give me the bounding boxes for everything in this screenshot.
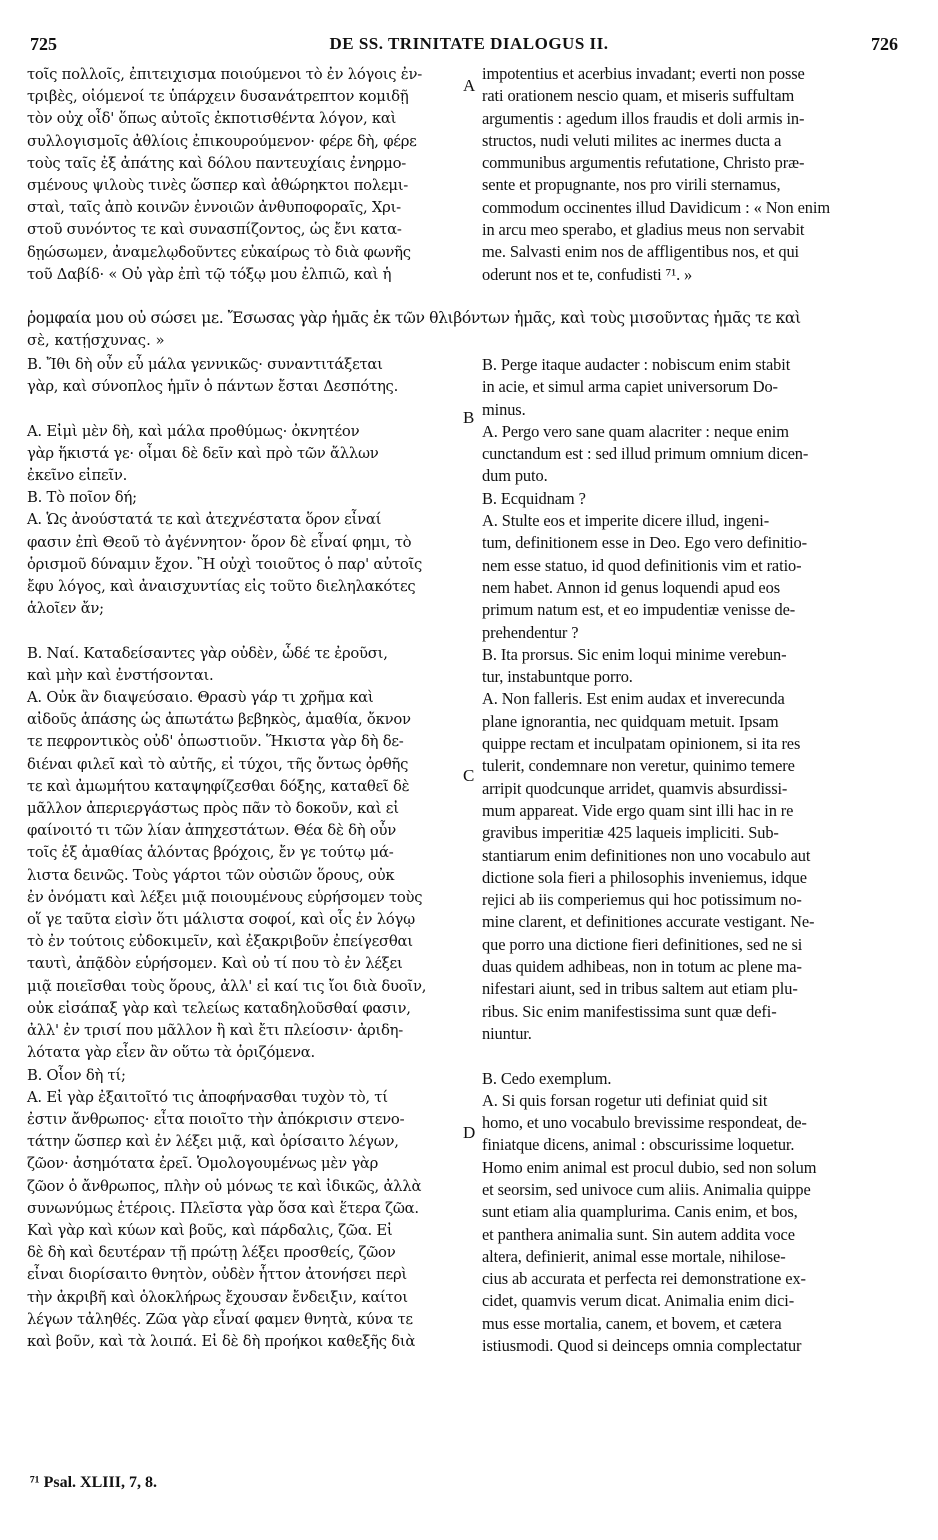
page-number-right: 726 (871, 34, 898, 54)
running-header (0, 34, 938, 58)
greek-spanning-line: ῥομφαία μου οὐ σώσει με. Ἔσωσας γὰρ ἡμᾶς ἐκ τῶν θλιβόντων ἡμᾶς, καὶ τοὺς μισοῦντας ἡμᾶς τε καὶ (27, 309, 801, 327)
greek-column-body: Β. Ἴθι δὴ οὖν εὖ μάλα γεννικῶς· συναντιτάξεται γὰρ, καὶ σύνοπλος ἡμῖν ὁ πάντων ἔσται Δεσπότης. Α. Εἰμὶ μὲν δὴ, καὶ μάλα προθύμως· ὀκνητέον γὰρ ἥκιστά γε· οἶμαι δὲ δεῖν καὶ πρὸ τῶν ἄλλων ἐκεῖνο εἰπεῖν. Β. Τὸ ποῖον δή; Α. Ὡς ἀνούστατά τε καὶ ἀτεχνέστατα ὅρον εἶναί φασιν ἐπὶ Θεοῦ τὸ ἀγέννητον· ὅρον δὲ εἶναί φημι, τὸ ὁρισμοῦ δύναμιν ἔχον. Ἢ οὐχὶ τοιοῦτος ὁ παρ' αὐτοῖς ἔφυ λόγος, καὶ ἀναισχυντίας εἰς τοῦτο διεληλακότες ἁλοῖεν ἄν; Β. Ναί. Καταδείσαντες γὰρ οὐδὲν, ὧδέ τε ἐροῦσι, καὶ μὴν καὶ ἐνστήσονται. Α. Οὐκ ἂν διαψεύσαιο. Θρασὺ γάρ τι χρῆμα καὶ αἰδοῦς ἁπάσης ὡς ἀπωτάτω βεβηκὸς, ἀμαθία, ὄκνον τε πεφροντικὸς οὐδ' ὁπωστιοῦν. Ἥκιστα γὰρ δὴ δε- διέναι φιλεῖ καὶ τὸ αὐτῆς, εἰ τύχοι, τῆς ὄντως ὀρθῆς τε καὶ ἀμωμήτου καταψηφίζεσθαι δόξης, καταθεῖ δὲ μᾶλλον ἀπεριεργάστως πρὸς πᾶν τὸ δοκοῦν, καὶ εἰ φαίνοιτό τι τῶν λίαν ἀπηχεστάτων. Θέα δὲ δὴ οὖν τοῖς ἐξ ἀμαθίας ἁλόντας βρόχοις, ἔν γε τούτῳ μά- λιστα δεινῶς. Τοὺς γάρτοι τῶν οὐσιῶν ὅρους, οὐκ ἐν ὀνόματι καὶ λέξει μιᾷ ποιουμένους εὑρήσομεν τοὺς οἵ γε ταῦτα εἰσὶν ὅτι μάλιστα σοφοί, καὶ οἷς ἐν λόγῳ τὸ ἐν τούτοις εὐδοκιμεῖν, καὶ ἐξακριβοῦν ἐπείγεσθαι ταυτὶ, ἀπᾷδὸν εὑρήσομεν. Καὶ οὐ τί που τὸ ἐν λέξει μιᾷ ποιεῖσθαι τοὺς ὅρους, ἀλλ' εἰ καί τις ἴοι διὰ δυοῖν, οὐκ εἰσάπαξ γὰρ καὶ τελείως καταδηλοῦσθαί φασιν, ἀλλ' ἐν τρισί που μᾶλλον ἢ καὶ ἔτι πλείοσιν· ἀριδη- λότατα γὰρ εἶεν ἂν οὕτω τὰ ὁριζόμενα. Β. Οἷον δὴ τί; Α. Εἰ γὰρ ἐξαιτοῖτό τις ἀποφήνασθαι τυχὸν τὸ, τί ἐστιν ἄνθρωπος· εἶτα ποιοῖτο τὴν ἀπόκρισιν στενο- τάτην ὥσπερ καὶ ἐν λέξει μιᾷ, καὶ ὁρίσαιτο λέγων, ζῶον· ἀσημότατα ἐρεῖ. Ὁμολογουμένως μὲν γὰρ ζῶον ὁ ἄνθρωπος, πλὴν οὐ μόνως τε καὶ ἰδικῶς, ἀλλὰ συνωνύμως ἑτέροις. Πλεῖστα γὰρ ὅσα καὶ ἕτερα ζῶα. Καὶ γὰρ καὶ κύων καὶ βοῦς, καὶ πάρδαλις, ζῶα. Εἰ δὲ δὴ καὶ δευτέραν τῇ πρώτῃ λέξει προσθείς, ζῶον εἶναι διορίσαιτο θνητὸν, οὐδὲν ἧττον ἀτονήσει περὶ τὴν ἀκριβῆ καὶ ὁλοκλήρως ἔχουσαν ἔνδειξιν, καίτοι λέγων τἀληθές. Ζῶα γὰρ εἶναί φαμεν θνητὰ, κύνα τε καὶ βοῦν, καὶ τὰ λοιπά. Εἰ δὲ δὴ προήκοι καθεξῆς διὰ (27, 356, 427, 1350)
margin-letter-a: A (463, 76, 476, 95)
greek-continuation-line: σὲ, κατῄσχυνας. » (27, 332, 165, 349)
margin-letter-b: B (463, 408, 475, 427)
latin-column-body: B. Perge itaque audacter : nobiscum enim stabit in acie, et simul arma capiet universorum Do- minus. A. Pergo vero sane quam alacriter : neque enim cunctandum est : sed illud primum omnium dicen- dum puto. B. Ecquidnam ? A. Stulte eos et imperite dicere illud, ingeni- tum, definitionem esse in Deo. Ego vero definitio- nem esse statuo, id quod definitionis vim et ratio- nem habet. Annon id genus loquendi apud eos primum natum est, et eo impudentiæ venisse de- prehendentur ? B. Ita prorsus. Sic enim loqui minime verebun- tur, instabuntque porro. A. Non falleris. Est enim audax et inverecunda plane ignorantia, nec quidquam metuit. Ipsam quippe rectam et inculpatam opinionem, si ita res tulerit, condemnare non veretur, quinimo temere arripit quodcunque arridet, quamvis absurdissi- mum appareat. Vide ergo quam sint illi hac in re gravibus imperitiæ 425 laqueis impliciti. Sub- stantiarum enim definitiones non uno vocabulo aut dictione sola fieri a philosophis inveniemus, idque rejici ab iis comperiemus qui hoc potissimum no- mine clarent, et definitiones accurate vestigant. Ne- que porro una dictione fieri definitiones, sed ne si duas quidem adhibeas, non in totum ac plene ma- nifestari aiunt, sed in tribus saltem aut etiam plu- ribus. Sic enim manifestissima sunt quæ defi- niuntur. B. Cedo exemplum. A. Si quis forsan rogetur uti definiat quid sit homo, et uno vocabulo brevissime respondeat, de- finiatque dicens, animal : obscurissime loquetur. Homo enim animal est procul dubio, sed non solum et seorsim, sed univoce cum aliis. Animalia quippe sunt etiam alia quamplurima. Canis enim, et bos, et panthera animalia sunt. Sin autem addita voce altera, definierit, animal esse mortale, nihilose- cius ab accurata et perfecta rei demonstratione ex- cidet, quamvis verum dicat. Animalia enim dici- mus esse mortalia, canem, et bovem, et cætera istiusmodi. Quod si deinceps omnia complectatur (482, 355, 817, 1356)
page-number-left: 725 (30, 34, 57, 54)
margin-letter-d: D (463, 1123, 476, 1142)
margin-letter-c: C (463, 766, 475, 785)
footnote: ⁷¹ Psal. XLIII, 7, 8. (30, 1474, 157, 1491)
running-title: DE SS. TRINITATE DIALOGUS II. (329, 34, 609, 53)
latin-column-top: impotentius et acerbius invadant; everti non posse rati orationem nescio quam, et miseris suffultam argumentis : agedum illos fraudis et doli armis in- structos, nudi veluti milites ac inermes ducta a communibus argumentis refutatione, Christo præ- sente et propugnante, nos pro virili sternamus, commodum occinentes illud Davidicum : « Non enim in arcu meo sperabo, et gladius meus non servabit me. Salvasti enim nos de affligentibus nos, et qui oderunt nos et te, confudisti ⁷¹. » (482, 64, 830, 284)
greek-column-top: τοῖς πολλοῖς, ἐπιτειχισμα ποιούμενοι τὸ ἐν λόγοις ἐν- τριβὲς, οἰόμενοί τε ὑπάρχειν δυσανάτρεπτον κομιδῇ τὸν οὐχ οἶδ' ὅπως αὐτοῖς ἐκποτισθέντα λόγον, καὶ συλλογισμοῖς ἀθλίοις ἐπικουρούμενον· φέρε δὴ, φέρε τοὺς ταῖς ἐξ ἀπάτης καὶ δόλου παντευχίαις ἐνηρμο- σμένους ψιλοὺς τινὲς ὥσπερ καὶ ἀθώρηκτοι πολεμι- σταὶ, ταῖς ἀπὸ κοινῶν ἐννοιῶν ἀνθυποφοραῖς, Χρι- στοῦ συνόντος τε καὶ συνασπίζοντος, ὡς ἔνι κατα- δῃώσωμεν, ἀναμελῳδοῦντες εὐκαίρως τὸ διὰ φωνῆς τοῦ Δαβίδ· « Οὐ γὰρ ἐπὶ τῷ τόξῳ μου ἐλπιῶ, καὶ ἡ (27, 66, 422, 283)
